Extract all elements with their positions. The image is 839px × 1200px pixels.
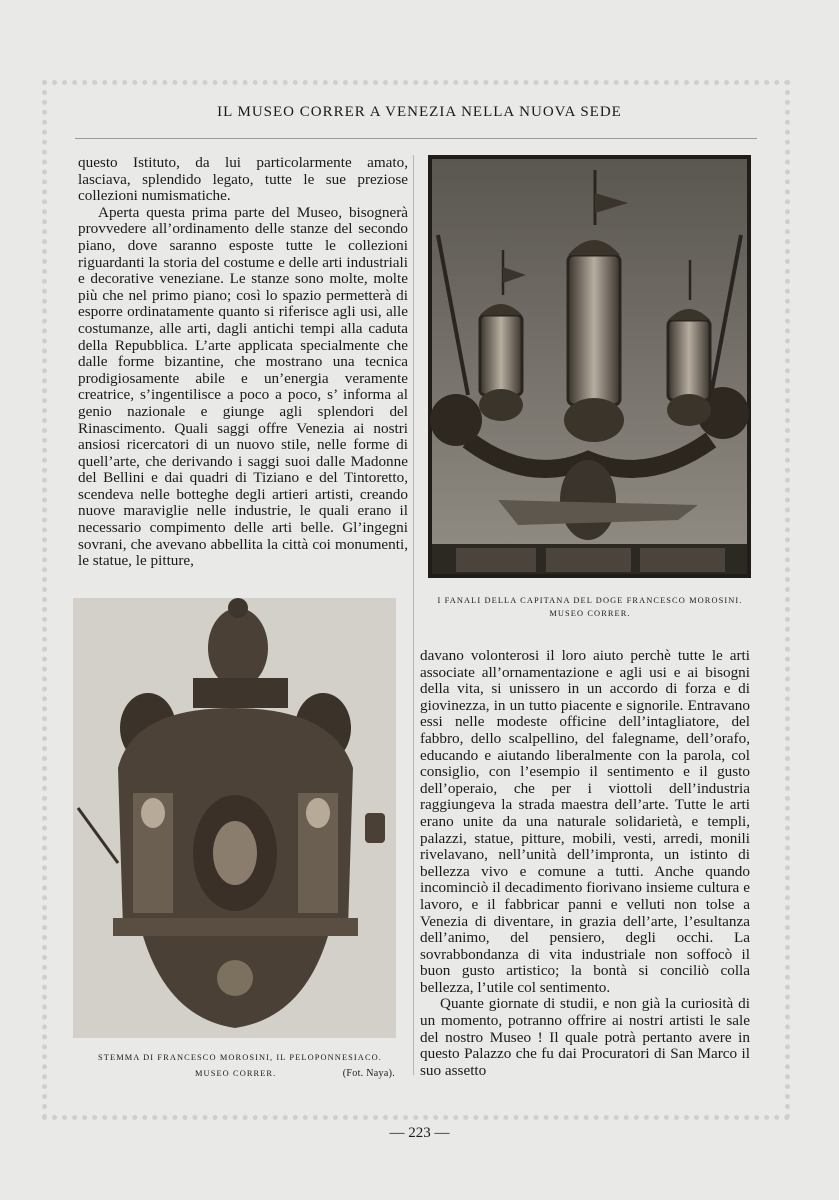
running-head: IL MUSEO CORRER A VENEZIA NELLA NUOVA SEDE <box>217 104 622 120</box>
line-3: collezioni numismatiche. <box>78 187 231 205</box>
left-column <box>78 155 408 570</box>
caption-stemma-line1: STEMMA DI FRANCESCO MOROSINI, IL PELOPONNESIACO. <box>98 1053 382 1062</box>
fanali-illustration <box>428 155 751 578</box>
caption-stemma <box>75 1050 405 1082</box>
photo-stemma <box>73 598 396 1038</box>
caption-fanali <box>420 594 760 620</box>
photo-fanali <box>428 155 751 578</box>
paragraph-2: Quante giornate di studii, e non già la curiosità di un momento, potranno offrire ai nostri artisti le sale del nostro Museo ! Il quale potrà pertanto avere in questo Palazzo che fu dai Procuratori di San Marco il suo assetto <box>420 995 750 1079</box>
header-rule <box>75 138 757 139</box>
page-number: — 223 — <box>389 1125 450 1141</box>
caption-fanali-line2: MUSEO CORRER. <box>549 609 631 618</box>
paragraph: Aperta questa prima parte del Museo, bisognerà provvedere all’ordinamento delle stanze del secondo piano, dove saranno esposte tutte le collezioni riguardanti la storia del costume e delle arti industriali e decorative veneziane. Le stanze sono molte, molte più che nel primo piano; così lo spazio permetterà di esporre ordinatamente quanto si riferisce agli usi, alle costumanze, alle arti, dagli antichi tempi alla caduta della Repubblica. L’arte applicata specialmente che dalle forme bizantine, che mostrano una tecnica prodigiosamente abile e un’energia veramente creatrice, s’ingentilisce a poco a poco, s’ informa al genio nazionale e giunge agli splendori del Rinascimento. Quali saggi offre Venezia ai nostri ansiosi ricercatori di un nuovo stile, nelle forme di quell’arte, che derivando i saggi suoi dalle Madonne del Bellini e dai quadri di Tiziano e del Tintoretto, scendeva nelle botteghe degli artieri artisti, creando nuove maraviglie nelle industrie, le quali erano il necessario compimento delle arti belle. Gl’ingegni sovrani, che avevano abbellita la città coi monumenti, le statue, le pitture, <box>78 203 408 570</box>
paragraph-1: davano volonterosi il loro aiuto perchè tutte le arti associate all’ornamentazione e agli usi e ai bisogni della vita, si unissero in un accordo di forza e di giovinezza, in un tutto piacente e signorile. Entravano essi nelle modeste officine dell’intagliatore, del fabbro, dello scalpellino, del falegname, dell’orafo, educando e aiutando liberalmente con la parola, col consiglio, con l’esempio il sentimento e il gusto dell’operaio, che per i viottoli dell’industria raggiungeva la strada maestra dell’arte. Tutte le arti erano unite da una naturale solidarietà, e templi, palazzi, statue, pitture, mobili, vesti, arredi, monili rivelavano, nell’unità dell’impronta, un istinto di bellezza vivo e comune a tutti. Anche quando incominciò il decadimento fiorivano insieme cultura e lavoro, e il fabbricar panni e velluti non tolse a Venezia di diventare, in grazia dell’arte, l’esultanza dell’animo, del pensiero, degli occhi. La sovrabbondanza di vita industriale non soffocò il buon gusto artistico; la bontà si conciliò colla bellezza, l’utile col sentimento. <box>420 647 750 996</box>
stemma-illustration <box>73 598 396 1038</box>
caption-stemma-line2: MUSEO CORRER. <box>195 1069 277 1078</box>
line-2: lasciava, splendido legato, tutte le sue preziose <box>78 170 408 188</box>
caption-fanali-line1: I FANALI DELLA CAPITANA DEL DOGE FRANCESCO MOROSINI. <box>437 596 743 605</box>
column-rule <box>413 155 414 1075</box>
photo-credit: (Fot. Naya). <box>342 1068 395 1079</box>
line-1: questo Istituto, da lui particolarmente amato, <box>78 154 408 171</box>
right-column <box>420 648 750 1079</box>
